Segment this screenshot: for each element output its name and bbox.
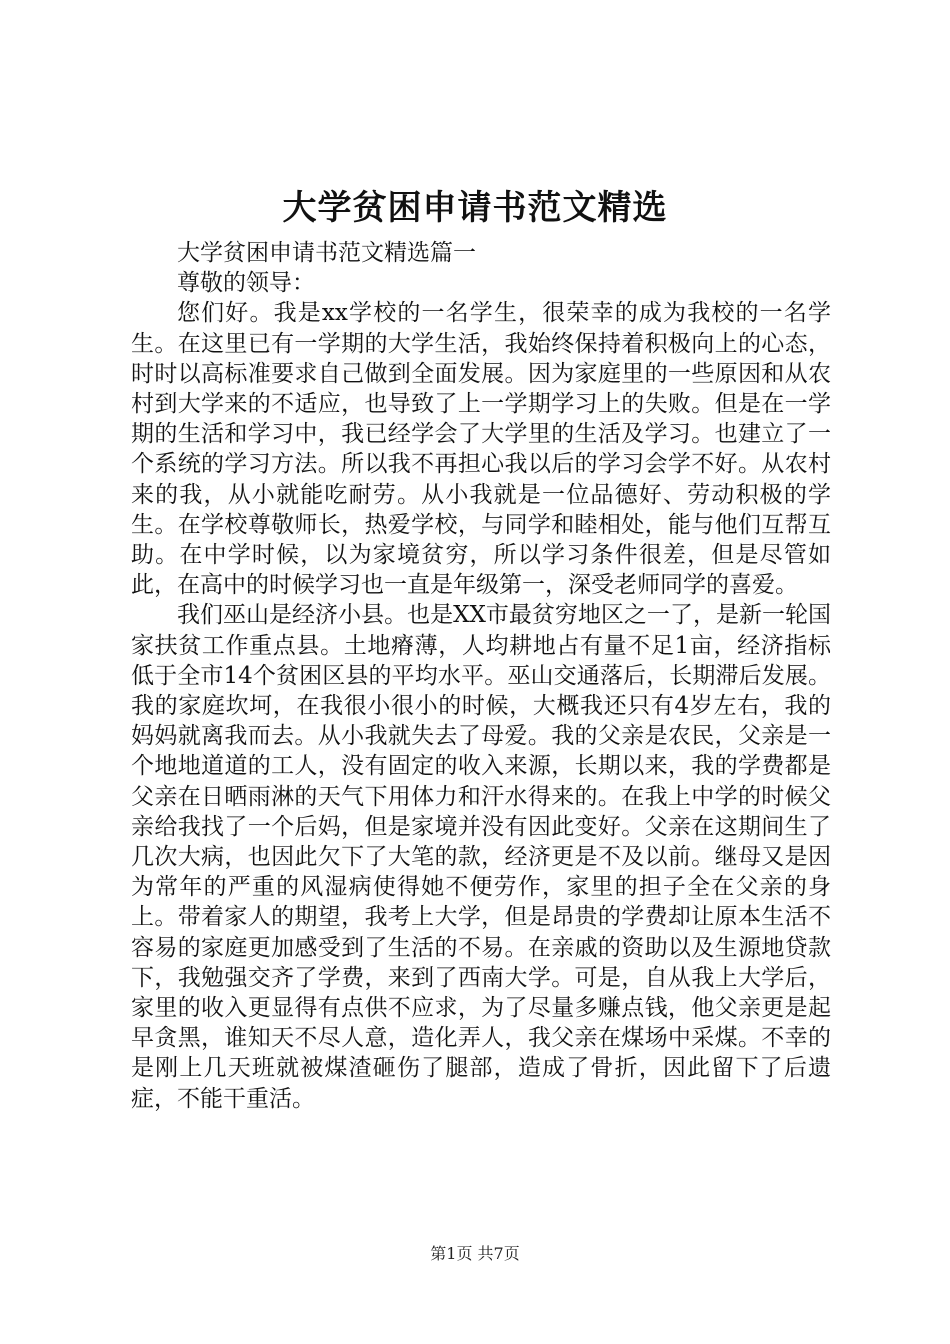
document-body: [131, 238, 831, 1114]
paragraph-1: 您们好。我是xx学校的一名学生，很荣幸的成为我校的一名学生。在这里已有一学期的大学生活，我始终保持着积极向上的心态，时时以高标准要求自己做到全面发展。因为家庭里的一些原因和从农村到大学来的不适应，也导致了上一学期学习上的失败。但是在一学期的生活和学习中，我已经学会了大学里的生活及学习。也建立了一个系统的学习方法。所以我不再担心我以后的学习会学不好。从农村来的我，从小就能吃耐劳。从小我就是一位品德好、劳动积极的学生。在学校尊敬师长，热爱学校，与同学和睦相处，能与他们互帮互助。在中学时候，以为家境贫穷，所以学习条件很差，但是尽管如此，在高中的时候学习也一直是年级第一，深受老师同学的喜爱。: [131, 300, 831, 599]
section-heading: 大学贫困申请书范文精选篇一: [177, 240, 476, 266]
paragraph-2: 我们巫山是经济小县。也是XX市最贫穷地区之一了，是新一轮国家扶贫工作重点县。土地瘠薄，人均耕地占有量不足1亩，经济指标低于全市14个贫困区县的平均水平。巫山交通落后，长期滞后发展。我的家庭坎坷，在我很小很小的时候，大概我还只有4岁左右，我的妈妈就离我而去。从小我就失去了母爱。我的父亲是农民，父亲是一个地地道道的工人，没有固定的收入来源，长期以来，我的学费都是父亲在日晒雨淋的天气下用体力和汗水得来的。在我上中学的时候父亲给我找了一个后妈，但是家境并没有因此变好。父亲在这期间生了几次大病，也因此欠下了大笔的款，经济更是不及以前。继母又是因为常年的严重的风湿病使得她不便劳作，家里的担子全在父亲的身上。带着家人的期望，我考上大学，但是昂贵的学费却让原本生活不容易的家庭更加感受到了生活的不易。在亲戚的资助以及生源地贷款下，我勉强交齐了学费，来到了西南大学。可是，自从我上大学后，家里的收入更显得有点供不应求，为了尽量多赚点钱，他父亲更是起早贪黑，谁知天不尽人意，造化弄人，我父亲在煤场中采煤。不幸的是刚上几天班就被煤渣砸伤了腿部，造成了骨折，因此留下了后遗症，不能干重活。: [131, 602, 831, 1112]
salutation: 尊敬的领导：: [177, 270, 315, 297]
page-footer: 第1页 共7页: [430, 1244, 520, 1263]
document-title: 大学贫困申请书范文精选: [282, 188, 668, 228]
